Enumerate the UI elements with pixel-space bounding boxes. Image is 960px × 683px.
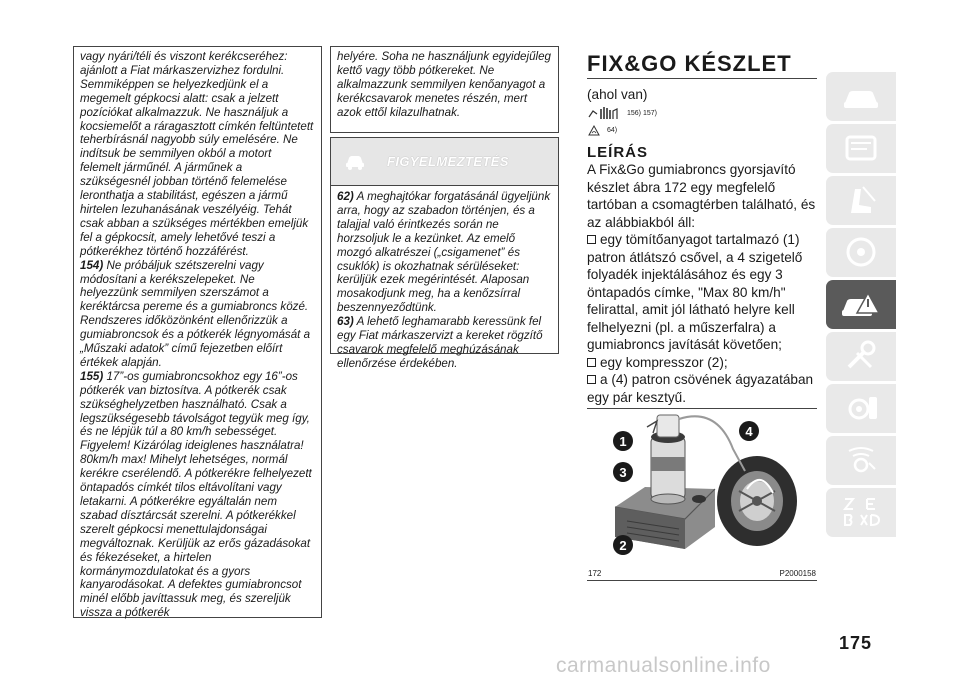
note-155-number: 155)	[80, 369, 104, 383]
heading-divider	[587, 78, 817, 79]
callout-1	[613, 431, 633, 451]
warning-body	[331, 186, 558, 375]
pointer-arrow-1	[647, 421, 657, 433]
callout-1-label: 1	[619, 434, 627, 449]
tab-safety[interactable]	[826, 176, 896, 225]
callout-2	[613, 535, 633, 555]
note-154-text: Ne próbáljuk szétszerelni vagy módosítani a kerékszelepeket. Ne helyezzünk semmilyen szerszámot a keréktárcsa pereme és a gumiabroncs közé. Rendszeres időközönként ellenőrizzük a gumiabroncsok és a pótkerék légnyomását a „Műszaki adatok” című fejezetben előírt értékek alapján.	[80, 258, 311, 369]
continuation-text: helyére. Soha ne használjunk egyidejűleg kettő vagy több pótkereket. Ne alkalmazzunk semmilyen kenőanyagot a kerékcsavarok menetes részén, mert azok ettől kilazulhatnak.	[337, 50, 551, 119]
bullet-item	[587, 354, 817, 372]
hose-drawing	[679, 416, 745, 471]
tab-technical-data[interactable]	[826, 384, 896, 433]
environment-icon	[587, 124, 601, 136]
callout-3	[613, 462, 633, 482]
figure-code: P2000158	[779, 569, 816, 578]
intro-text: A Fix&Go gumiabroncs gyorsjavító készlet ábra 172 egy megfelelő tartóban a csomagtérben található, és az alábbiakból áll:	[587, 162, 816, 230]
continued-paragraph: vagy nyári/téli és viszont kerékcseréhez: ajánlott a Fiat márkaszervizhez fordulni. Semmiképpen se helyezkedjünk el a megemelt gépkocsi alatt: csak a jelzett pozíciókat alkalmazzuk. Ne használjuk a kocsiemelőt a ráragasztott címkén feltüntetett teherbírásnál nagyobb súly emelésére. Ne indítsuk be semmilyen okból a motort felemelt járműnél. A járműnek a szükségesnél jobban történő felemelése leronthatja a stabilitást, egészen a jármű hirtelen lezuhanásának veszélyéig. Tehát csak abban a szükséges mértékben emeljük fel a gépkocsit, amely lehetővé teszi a pótkerékhez történő hozzáférést.	[80, 50, 314, 258]
chapter-sidebar	[826, 72, 896, 540]
right-column	[587, 52, 817, 406]
bullet-text: a (4) patron csövének ágyazatában egy pár kesztyű.	[587, 372, 814, 405]
middle-continuation-box	[330, 46, 559, 133]
emergency-icon	[841, 287, 881, 321]
tab-maintenance[interactable]	[826, 332, 896, 381]
dashboard-icon	[841, 131, 881, 165]
figure-172	[587, 408, 817, 581]
note-63-text: A lehető leghamarabb keressünk fel egy Fiat márkaszervizt a kereket rögzítő csavarok megfelelő meghúzásának ellenőrzése érdekében.	[337, 315, 543, 370]
index-icon	[841, 495, 881, 529]
tab-car-info[interactable]	[826, 72, 896, 121]
note-63-number: 63)	[337, 315, 354, 329]
seat-safety-icon	[841, 183, 881, 217]
icon-references-2: 64)	[607, 126, 618, 134]
callout-2-label: 2	[619, 538, 627, 553]
bullet-square-icon	[587, 375, 596, 384]
note-154-number: 154)	[80, 258, 104, 272]
tyre-drawing	[717, 456, 797, 546]
description-heading: LEÍRÁS	[587, 144, 649, 161]
callout-4-label: 4	[745, 424, 753, 439]
reference-icons-row-2	[587, 124, 817, 136]
page-number: 175	[839, 633, 873, 653]
availability-note: (ahol van)	[587, 87, 648, 102]
start-drive-icon	[841, 235, 881, 269]
sealant-cartridge-drawing	[651, 415, 685, 504]
section-heading: FIX&GO KÉSZLET	[587, 51, 792, 76]
tab-dashboard[interactable]	[826, 124, 896, 173]
note-155-text: 17”-os gumiabroncsokhoz egy 16”-os pótkerék van biztosítva. A pótkerék csak szükséghelyzetben használható. Csak a legszükségesebb távolságot tegyük meg így, és ne lépjük túl a 80 km/h sebességet. Figyelem! Kizárólag ideiglenes használatra! 80km/h max! Mihelyt lehetséges, normál kerékre cserélendő. A pótkerékre felhelyezett öntapadós címkét tilos eltávolítani vagy letakarni. A pótkerékre egyáltalán nem szabad dísztárcsát szerelni. A pótkerékkel szerelt gépkocsi menettulajdonságai megváltoznak. Kerüljük az erős gázadásokat és fékezéseket, a hirtelen kormánymozdulatokat és a gyors kanyarodásokat. A defektes gumiabroncsot minél előbb javíttassuk meg, és szereljük vissza a pótkerék	[80, 369, 312, 620]
bullet-square-icon	[587, 235, 596, 244]
bullet-item	[587, 231, 817, 354]
figure-number: 172	[588, 569, 602, 578]
warning-header	[331, 138, 558, 186]
warning-title: FIGYELMEZTETÉS	[387, 154, 509, 169]
tab-index[interactable]	[826, 488, 896, 537]
note-63	[337, 315, 552, 371]
tab-emergency[interactable]	[826, 280, 896, 329]
icon-references-1: 156) 157)	[627, 109, 657, 117]
note-155	[80, 370, 315, 620]
note-62-number: 62)	[337, 190, 354, 203]
technical-data-icon	[841, 391, 881, 425]
tab-start-drive[interactable]	[826, 228, 896, 277]
hand-warning-icon	[587, 105, 621, 121]
maintenance-icon	[841, 339, 881, 373]
fix-and-go-kit-illustration	[587, 409, 817, 561]
car-info-icon	[841, 79, 881, 113]
bullet-square-icon	[587, 358, 596, 367]
tab-multimedia[interactable]	[826, 436, 896, 485]
bullet-text: egy kompresszor (2);	[600, 354, 728, 370]
note-62-text: A meghajtókar forgatásánál ügyeljünk arra, hogy az szabadon történjen, és a talajjal való érintkezés során ne horzsoljuk le a kezünket. Az emelő mozgó alkatrészei („csigamenet” és csuklók) is okozhatnak sérüléseket: kerüljük ezek megérintését. Alaposan mosakodjunk meg, ha a kenőzsírral beszennyeződtünk.	[337, 190, 551, 315]
bullet-item	[587, 371, 817, 406]
watermark-text: carmanualsonline.info	[556, 654, 771, 677]
callout-4	[739, 421, 759, 441]
left-text-box	[73, 46, 322, 618]
callout-3-label: 3	[619, 465, 627, 480]
multimedia-icon	[841, 443, 881, 477]
bullet-text: egy tömítőanyagot tartalmazó (1) patron átlátszó csővel, a 4 szigetelő folyadék injektálásához és egy 3 öntapadós címke, "Max 80 km/h" felirattal, amit jól látható helyre kell felhelyezni (pl. a műszerfalra) a gumiabroncs javítását követően;	[587, 232, 803, 352]
reference-icons-row-1	[587, 105, 817, 121]
note-154	[80, 259, 315, 370]
warning-car-icon	[343, 148, 367, 172]
note-62	[337, 190, 552, 315]
warning-box	[330, 137, 559, 370]
